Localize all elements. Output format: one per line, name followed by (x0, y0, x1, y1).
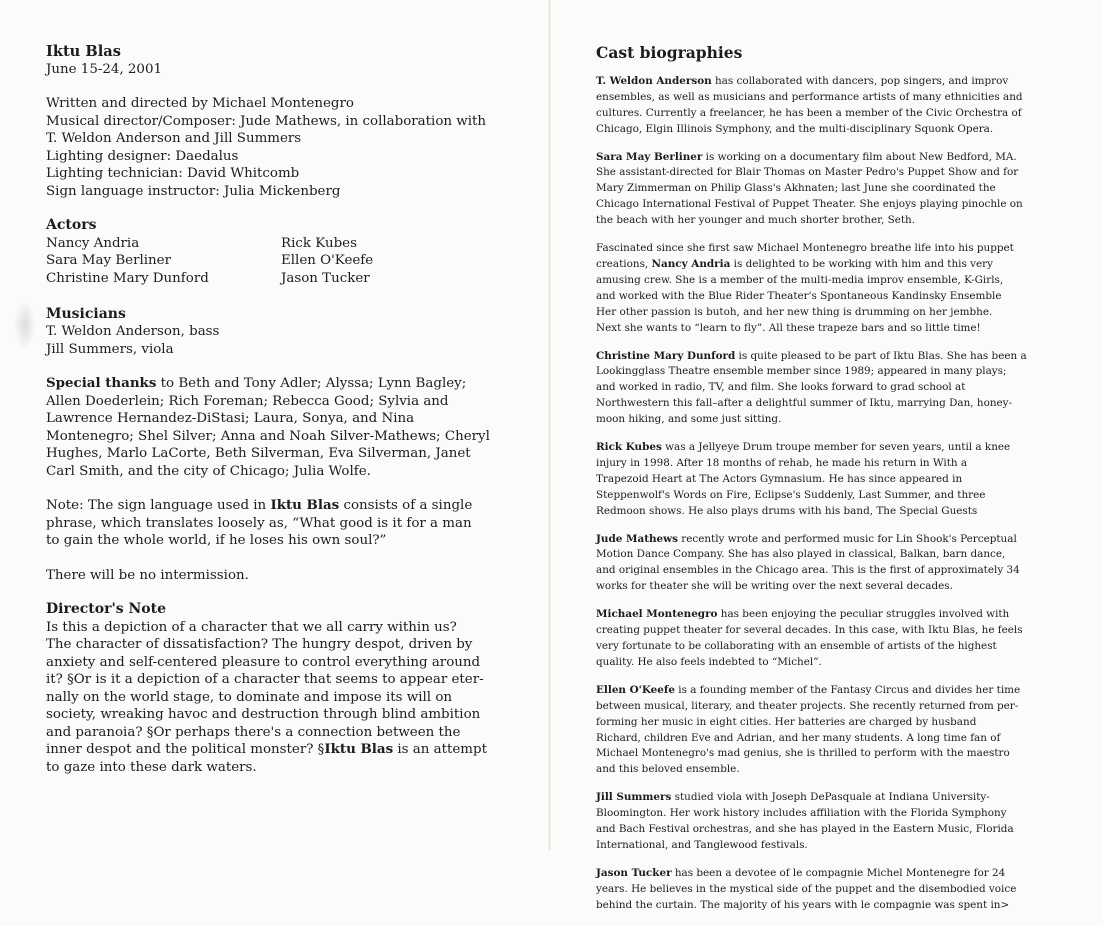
bio-name: Jude Mathews (596, 532, 678, 545)
special-thanks-label: Special thanks (46, 375, 157, 391)
show-title: Iktu Blas (46, 43, 121, 60)
bio-name: Ellen O'Keefe (596, 683, 675, 696)
actor-name: Nancy Andria (46, 235, 140, 251)
bio-paragraph: Ellen O'Keefe is a founding member of the Fantasy Circus and divides her time between musical, literary, and theater projects. She recently returned from per- forming her music in eight cities. Her batteries are charged by husband Richard, children Eve and Adrian, and her many students. A long time fan of Michael Montenegro's mad genius, she is thrilled to perform with the maestro and this beloved ensemble. (596, 683, 1021, 776)
bio-name: Christine Mary Dunford (596, 349, 736, 362)
credit-line: Musical director/Composer: Jude Mathews, in collaboration with (46, 113, 487, 129)
left-page (0, 0, 548, 850)
bio-paragraph: Michael Montenegro has been enjoying the peculiar struggles involved with creating puppet theater for several decades. In this case, with Iktu Blas, he feels very fortunate to be collaborating with an ensemble of artists of the highest quality. He also feels indebted to “Michel”. (596, 608, 1023, 668)
bio-name: Jason Tucker (596, 866, 672, 879)
bio-name: T. Weldon Anderson (596, 74, 712, 87)
actor-name: Jason Tucker (281, 270, 370, 286)
directors-note-heading: Director's Note (46, 601, 166, 617)
directors-note-body: Is this a depiction of a character that we all carry within us? The character of dissatisfaction? The hungry despot, driven by anxiety and self-centered pleasure to control everything around it? §Or is it a depiction of a character that seems to appear eter- nally on the world stage, to dominate and impose its will on society, wreaking havoc and destruction through blind ambition and paranoia? §Or perhaps there's a connection between the inner despot and the political monster? §Iktu Blas is an attempt to gaze into these dark waters. (46, 619, 487, 775)
bio-paragraph: Jason Tucker has been a devotee of le compagnie Michel Montenegre for 24 years. He believes in the mystical side of the puppet and the disembodied voice behind the curtain. The majority of his years with le compagnie was spent in> (596, 866, 1017, 911)
bio-list (596, 74, 1071, 914)
actor-name: Rick Kubes (281, 235, 357, 251)
show-dates: June 15-24, 2001 (46, 61, 162, 77)
actor-name: Christine Mary Dunford (46, 270, 209, 286)
bio-name: Jill Summers (596, 791, 672, 804)
musician-entry: T. Weldon Anderson, bass (46, 324, 220, 339)
sign-language-note: Note: The sign language used in Iktu Blas consists of a single phrase, which translates loosely as, “What good is it for a man to gain the whole world, if he loses his own soul?” (46, 497, 473, 548)
special-thanks: Special thanks to Beth and Tony Adler; Alyssa; Lynn Bagley; Allen Doederlein; Rich Foreman; Rebecca Good; Sylvia and Lawrence Hernandez-DiStasi; Laura, Sonya, and Nina Montenegro; Shel Silver; Anna and Noah Silver-Mathews; Cheryl Hughes, Marlo LaCorte, Beth Silverman, Eva Silverman, Janet Carl Smith, and the city of Chicago; Julia Wolfe. (46, 375, 490, 479)
cast-biographies-column (596, 45, 1071, 926)
credit-line: T. Weldon Anderson and Jill Summers (46, 131, 302, 146)
actor-name: Ellen O'Keefe (281, 253, 374, 268)
credits-block (46, 95, 516, 200)
credit-line: Lighting designer: Daedalus (46, 148, 239, 164)
bio-paragraph: T. Weldon Anderson has collaborated with dancers, pop singers, and improv ensembles, as well as musicians and performance artists of many ethnicities and cultures. Currently a freelancer, he has been a member of the Civic Orchestra of Chicago, Elgin Illinois Symphony, and the multi-disciplinary Squonk Opera. (596, 74, 1023, 135)
actors-heading: Actors (46, 217, 97, 233)
bio-name: Rick Kubes (596, 441, 662, 454)
bio-paragraph: Fascinated since she first saw Michael Montenegro breathe life into his puppet creations, Nancy Andria is delighted to be working with him and this very amusing crew. She is a member of the multi-media improv ensemble, K-Girls, and worked with the Blue Rider Theater's Spontaneous Kandinsky Ensemble Her other passion is butoh, and her new thing is drumming on her jembhe. Next she wants to “learn to fly”. All these trapeze bars and so little time! (596, 242, 1014, 334)
musicians-heading: Musicians (46, 305, 126, 322)
program-credits-column (46, 43, 516, 776)
bio-paragraph: Jill Summers studied viola with Joseph DePasquale at Indiana University- Bloomington. Her work history includes affiliation with the Florida Symphony and Bach Festival orchestras, and she has played in the Eastern Music, Florida International, and Tanglewood festivals. (596, 791, 1014, 851)
bio-paragraph: Jude Mathews recently wrote and performed music for Lin Shook's Perceptual Motion Dance Company. She has also played in classical, Balkan, barn dance, and original ensembles in the Chicago area. This is the first of approximately 34 works for theater she will be writing over the next several decades. (596, 532, 1020, 593)
bio-name: Michael Montenegro (596, 608, 718, 621)
musician-entry: Jill Summers, viola (46, 341, 174, 357)
credit-line: Lighting technician: David Whitcomb (46, 166, 300, 181)
credit-line: Sign language instructor: Julia Mickenberg (46, 183, 341, 199)
credit-line: Written and directed by Michael Montenegro (46, 96, 354, 111)
actors-list (46, 235, 516, 289)
bio-paragraph: Christine Mary Dunford is quite pleased to be part of Iktu Blas. She has been a Lookingglass Theatre ensemble member since 1989; appeared in many plays; and worked in radio, TV, and film. She looks forward to grad school at Northwestern this fall–after a delightful summer of Iktu, marrying Dan, honey- moon hiking, and some just sitting. (596, 349, 1027, 426)
bio-name: Nancy Andria (651, 257, 731, 270)
scan-smudge (14, 300, 36, 350)
right-page (551, 0, 1103, 911)
cast-biographies-title: Cast biographies (596, 43, 743, 62)
bio-paragraph: Rick Kubes was a Jellyeye Drum troupe member for seven years, until a knee injury in 1998. After 18 months of rehab, he made his return in With a Trapezoid Heart at The Actors Gymnasium. He has since appeared in Steppenwolf's Words on Fire, Eclipse's Suddenly, Last Summer, and three Redmoon shows. He also plays drums with his band, The Special Guests (596, 441, 1011, 517)
intermission-note: There will be no intermission. (46, 567, 249, 583)
bio-name: Sara May Berliner (596, 150, 703, 163)
actor-name: Sara May Berliner (46, 253, 171, 268)
bio-paragraph: Sara May Berliner is working on a documentary film about New Bedford, MA. She assistant-directed for Blair Thomas on Master Pedro's Puppet Show and for Mary Zimmerman on Philip Glass's Akhnaten; last June she coordinated the Chicago International Festival of Puppet Theater. She enjoys playing pinochle on the beach with her younger and much shorter brother, Seth. (596, 150, 1023, 227)
